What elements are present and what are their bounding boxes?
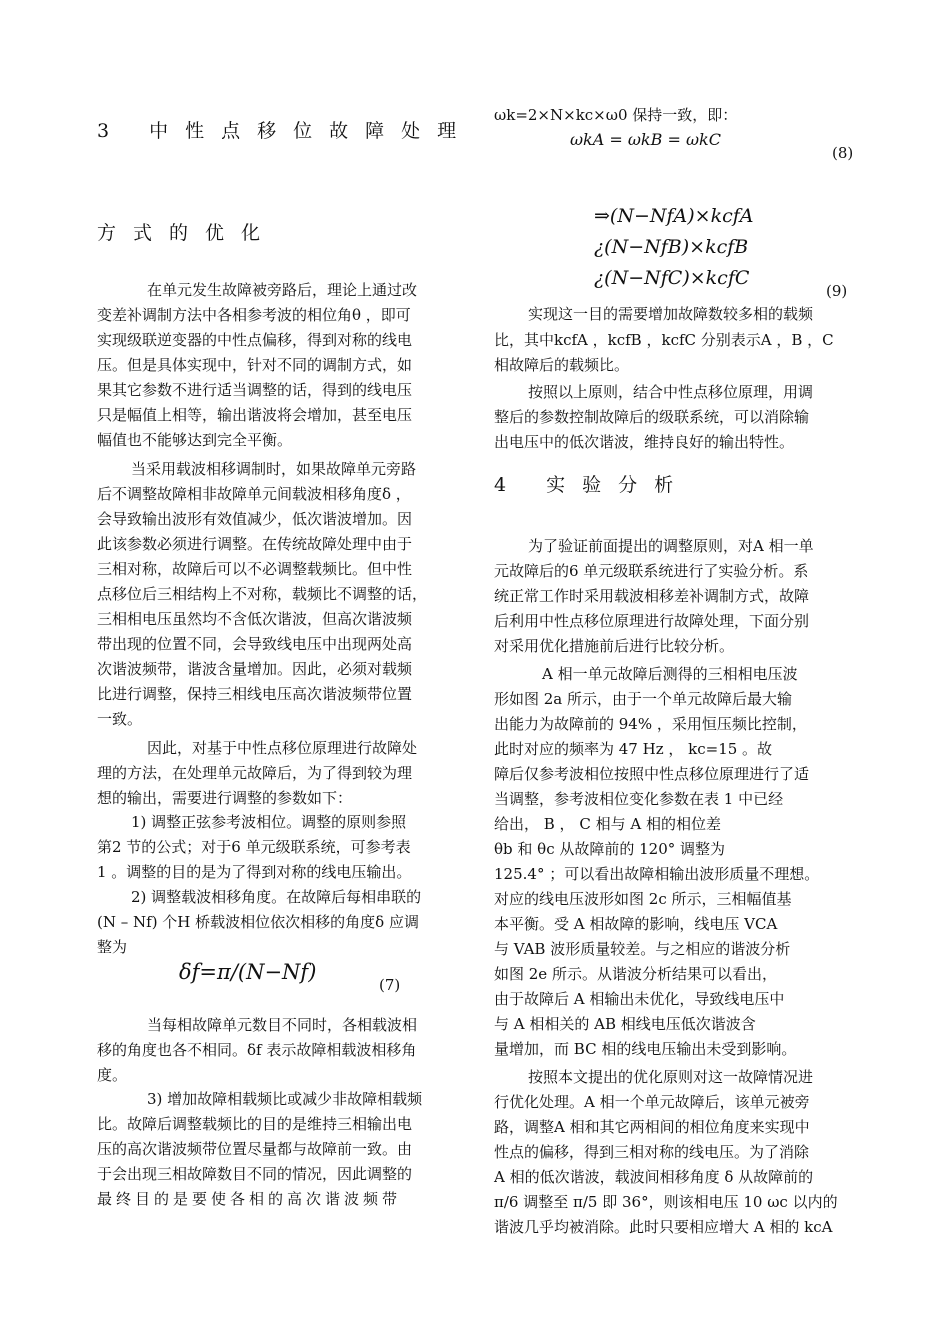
equation-7-number: (7) <box>379 976 401 994</box>
text-line: 3) 增加故障相载频比或减少非故障相载频 <box>147 1090 423 1108</box>
text-line: 理的方法，在处理单元故障后，为了得到较为理 <box>97 764 413 782</box>
equation-9-line: ¿(N−NfC)×kcfC <box>594 267 750 289</box>
section3-heading-line2: 方式的优化 <box>97 222 278 244</box>
text-line: 元故障后的6 单元级联系统进行了实验分析。系 <box>494 562 809 580</box>
equation-7: δf=π/(N−Nf) <box>179 960 317 984</box>
text-line: 度。 <box>97 1066 128 1084</box>
text-line: 本平衡。受 A 相故障的影响，线电压 VCA <box>494 915 778 933</box>
text-line: 125.4° ；可以看出故障相输出波形质量不理想。 <box>494 865 820 883</box>
text-line: 点移位后三相结构上不对称，载频比不调整的话， <box>97 585 428 603</box>
text-line: 相故障后的载频比。 <box>494 356 630 374</box>
text-line: 路，调整A 相和其它两相间的相位角度来实现中 <box>494 1118 810 1136</box>
text-line: 性点的偏移，得到三相对称的线电压。为了消除 <box>494 1143 810 1161</box>
text-line: 按照以上原则，结合中性点移位原理，用调 <box>528 383 814 401</box>
text-line: 移的角度也各不相同。δf 表示故障相载波相移角 <box>97 1041 417 1059</box>
text-line: 次谐波频带，谐波含量增加。因此，必须对载频 <box>97 660 413 678</box>
text-line: π/6 调整至 π/5 即 36°，则该相电压 10 ωc 以内的 <box>494 1193 838 1211</box>
text-line: θb 和 θc 从故障前的 120° 调整为 <box>494 840 726 858</box>
text-line: 与 VAB 波形质量较差。与之相应的谐波分析 <box>494 940 791 958</box>
text-line: 最终目的是要使各相的高次谐波频带 <box>97 1190 402 1208</box>
text-line: 2) 调整载波相移角度。在故障后每相串联的 <box>131 888 422 906</box>
text-line: 当采用载波相移调制时，如果故障单元旁路 <box>131 460 417 478</box>
section4-heading: 4 实验分析 <box>494 474 691 496</box>
text-line: 统正常工作时采用载波相移差补调制方式，故障 <box>494 587 810 605</box>
text-line: 实现这一目的需要增加故障数较多相的载频 <box>528 305 814 323</box>
text-line: 在单元发生故障被旁路后，理论上通过改 <box>147 281 418 299</box>
text-line: 第2 节的公式；对于6 单元级联系统，可参考表 <box>97 838 411 856</box>
text-line: 后不调整故障相非故障单元间载波相移角度δ ， <box>97 485 411 503</box>
text-line: 因此，对基于中性点移位原理进行故障处 <box>147 739 418 757</box>
text-line: 当调整，参考波相位变化参数在表 1 中已经 <box>494 790 784 808</box>
text-line: 出能力为故障前的 94% ，采用恒压频比控制， <box>494 715 807 733</box>
text-line: 与 A 相相关的 AB 相线电压低次谐波含 <box>494 1015 756 1033</box>
text-line: 给出， B ， C 相与 A 相的相位差 <box>494 815 721 833</box>
text-line: 变差补调制方法中各相参考波的相位角θ ，即可 <box>97 306 411 324</box>
text-line: 会导致输出波形有效值减少，低次谐波增加。因 <box>97 510 413 528</box>
equation-9-number: (9) <box>826 282 848 300</box>
text-line: 整为 <box>97 938 128 956</box>
text-line: 比进行调整，保持三相线电压高次谐波频带位置 <box>97 685 413 703</box>
text-line: 一致。 <box>97 710 143 728</box>
text-line: ωk=2×N×kc×ω0 保持一致，即： <box>494 106 738 124</box>
text-line: 比。故障后调整载频比的目的是维持三相输出电 <box>97 1115 413 1133</box>
text-line: 实现级联逆变器的中性点偏移，得到对称的线电 <box>97 331 413 349</box>
equation-8-number: (8) <box>832 144 854 162</box>
text-line: 只是幅值上相等，输出谐波将会增加，甚至电压 <box>97 406 413 424</box>
equation-8: ωkA = ωkB = ωkC <box>570 130 721 149</box>
text-line: 谐波几乎均被消除。此时只要相应增大 A 相的 kcA <box>494 1218 833 1236</box>
text-line: 此该参数必须进行调整。在传统故障处理中由于 <box>97 535 413 553</box>
text-line: 按照本文提出的优化原则对这一故障情况进 <box>528 1068 814 1086</box>
text-line: A 相一单元故障后测得的三相相电压波 <box>542 665 798 683</box>
text-line: 想的输出，需要进行调整的参数如下： <box>97 789 353 807</box>
section3-heading-line1: 3 中性点移位故障处理 <box>97 120 474 142</box>
text-line: 果其它参数不进行适当调整的话，得到的线电压 <box>97 381 413 399</box>
text-line: 1 。调整的目的是为了得到对称的线电压输出。 <box>97 863 412 881</box>
text-line: (N – Nf) 个H 桥载波相位依次相移的角度δ 应调 <box>97 913 419 931</box>
text-line: 三相对称，故障后可以不必调整载频比。但中性 <box>97 560 413 578</box>
text-line: 后利用中性点移位原理进行故障处理，下面分别 <box>494 612 810 630</box>
text-line: 形如图 2a 所示，由于一个单元故障后最大输 <box>494 690 793 708</box>
equation-9-line: ⇒(N−NfA)×kcfA <box>594 205 754 227</box>
text-line: A 相的低次谐波，载波间相移角度 δ 从故障前的 <box>494 1168 814 1186</box>
text-line: 于会出现三相故障数目不同的情况，因此调整的 <box>97 1165 413 1183</box>
text-line: 带出现的位置不同，会导致线电压中出现两处高 <box>97 635 413 653</box>
text-line: 当每相故障单元数目不同时，各相载波相 <box>147 1016 418 1034</box>
text-line: 三相相电压虽然均不含低次谐波，但高次谐波频 <box>97 610 413 628</box>
text-line: 如图 2e 所示。从谐波分析结果可以看出， <box>494 965 777 983</box>
text-line: 压。但是具体实现中，针对不同的调制方式，如 <box>97 356 413 374</box>
text-line: 行优化处理。A 相一个单元故障后，该单元被旁 <box>494 1093 810 1111</box>
text-line: 压的高次谐波频带位置尽量都与故障前一致。由 <box>97 1140 413 1158</box>
text-line: 此时对应的频率为 47 Hz ， kc=15 。故 <box>494 740 773 758</box>
text-line: 量增加，而 BC 相的线电压输出未受到影响。 <box>494 1040 797 1058</box>
equation-9-line: ¿(N−NfB)×kcfB <box>594 236 749 258</box>
text-line: 整后的参数控制故障后的级联系统，可以消除输 <box>494 408 810 426</box>
text-line: 对应的线电压波形如图 2c 所示，三相幅值基 <box>494 890 792 908</box>
text-line: 比，其中kcfA ，kcfB ，kcfC 分别表示A ，B ，C <box>494 331 834 349</box>
text-line: 幅值也不能够达到完全平衡。 <box>97 431 293 449</box>
text-line: 出电压中的低次谐波，维持良好的输出特性。 <box>494 433 795 451</box>
text-line: 对采用优化措施前后进行比较分析。 <box>494 637 735 655</box>
text-line: 由于故障后 A 相输出未优化，导致线电压中 <box>494 990 785 1008</box>
text-line: 为了验证前面提出的调整原则，对A 相一单 <box>528 537 814 555</box>
text-line: 障后仅参考波相位按照中性点移位原理进行了适 <box>494 765 810 783</box>
text-line: 1) 调整正弦参考波相位。调整的原则参照 <box>131 813 407 831</box>
